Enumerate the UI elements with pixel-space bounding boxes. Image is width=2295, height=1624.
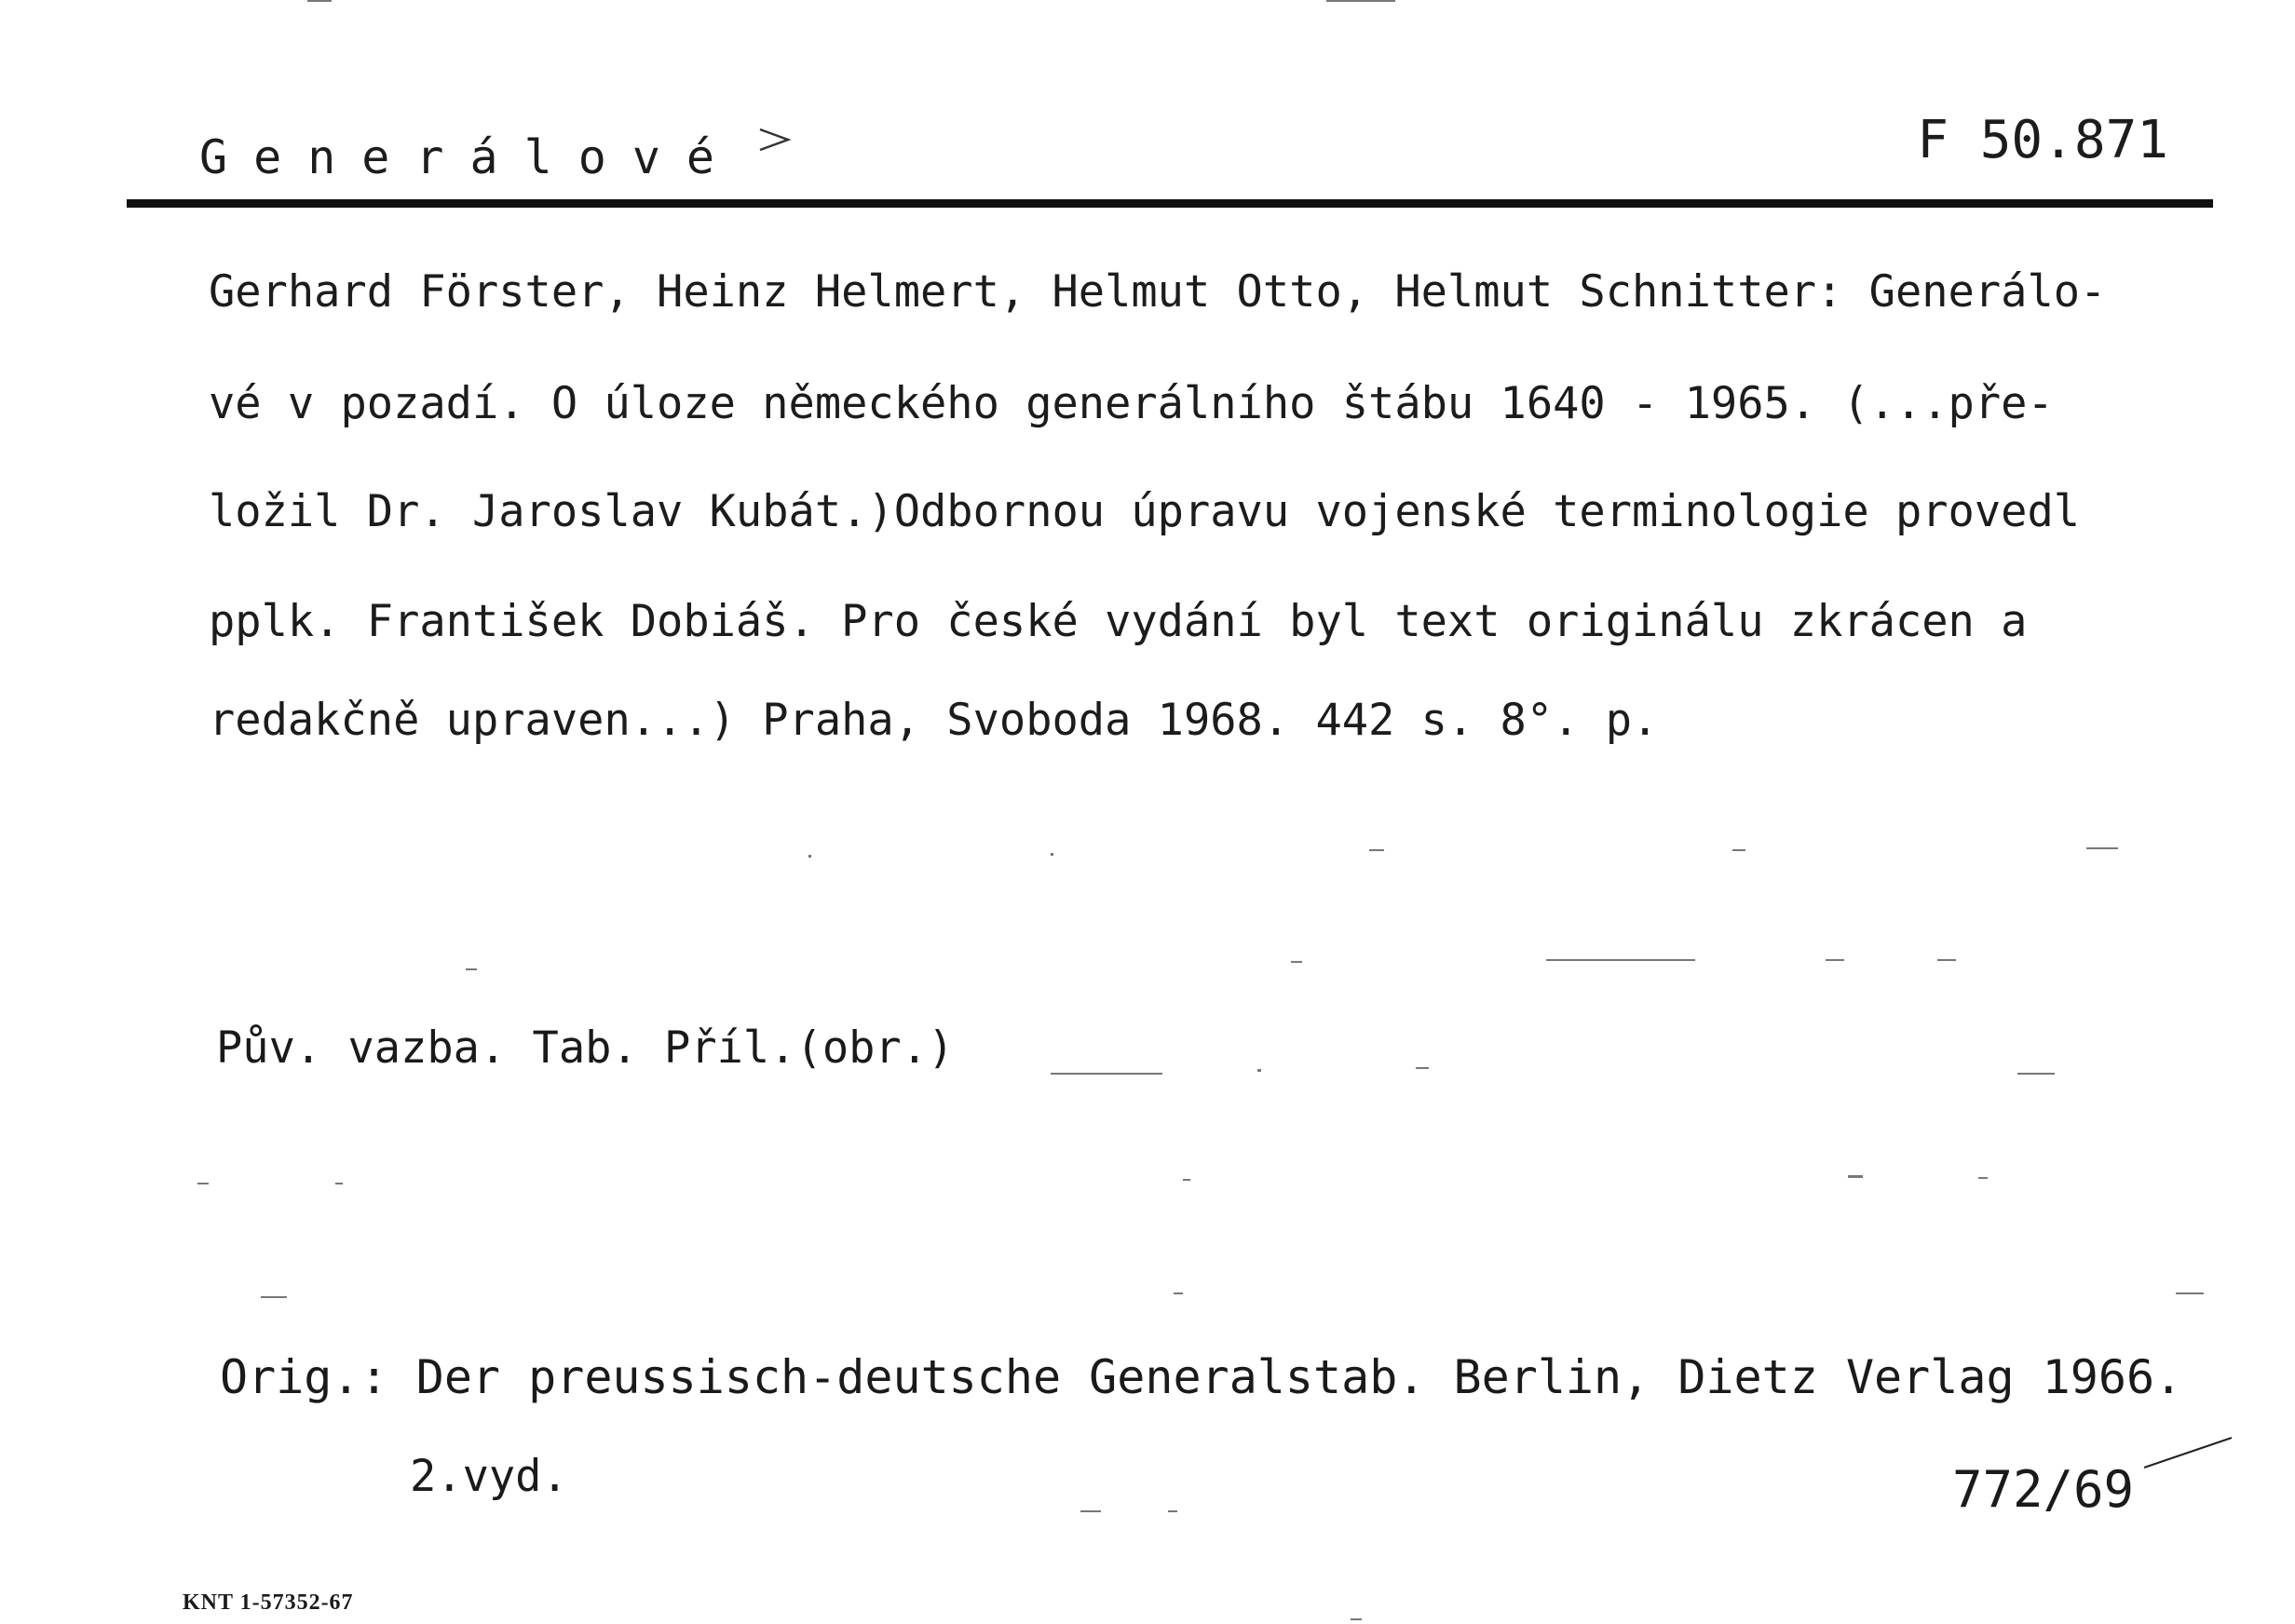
- original-title-line-2: 2.vyd.: [410, 1451, 568, 1502]
- original-title-line-1: Orig.: Der preussisch-deutsche Generalstab. Berlin, Dietz Verlag 1966.: [220, 1350, 2183, 1404]
- printer-code: KNT 1-57352-67: [183, 1590, 354, 1615]
- description-line-1: Gerhard Förster, Heinz Helmert, Helmut Otto, Helmut Schnitter: Generálo-: [209, 266, 2107, 318]
- description-line-2: vé v pozadí. O úloze německého generálního štábu 1640 - 1965. (...pře-: [209, 378, 2054, 429]
- accession-number: 772/69: [1952, 1460, 2135, 1519]
- binding-note: Pův. vazba. Tab. Příl.(obr.): [216, 1022, 955, 1074]
- description-line-5: redakčně upraven...) Praha, Svoboda 1968. 442 s. 8°. p.: [209, 695, 1659, 746]
- card-heading: Generálové: [199, 130, 741, 184]
- description-line-4: pplk. František Dobiáš. Pro české vydání byl text originálu zkrácen a: [209, 596, 2028, 647]
- shelf-signature: F 50.871: [1917, 110, 2168, 170]
- description-line-3: ložil Dr. Jaroslav Kubát.)Odbornou úpravu vojenské terminologie provedl: [209, 486, 2081, 537]
